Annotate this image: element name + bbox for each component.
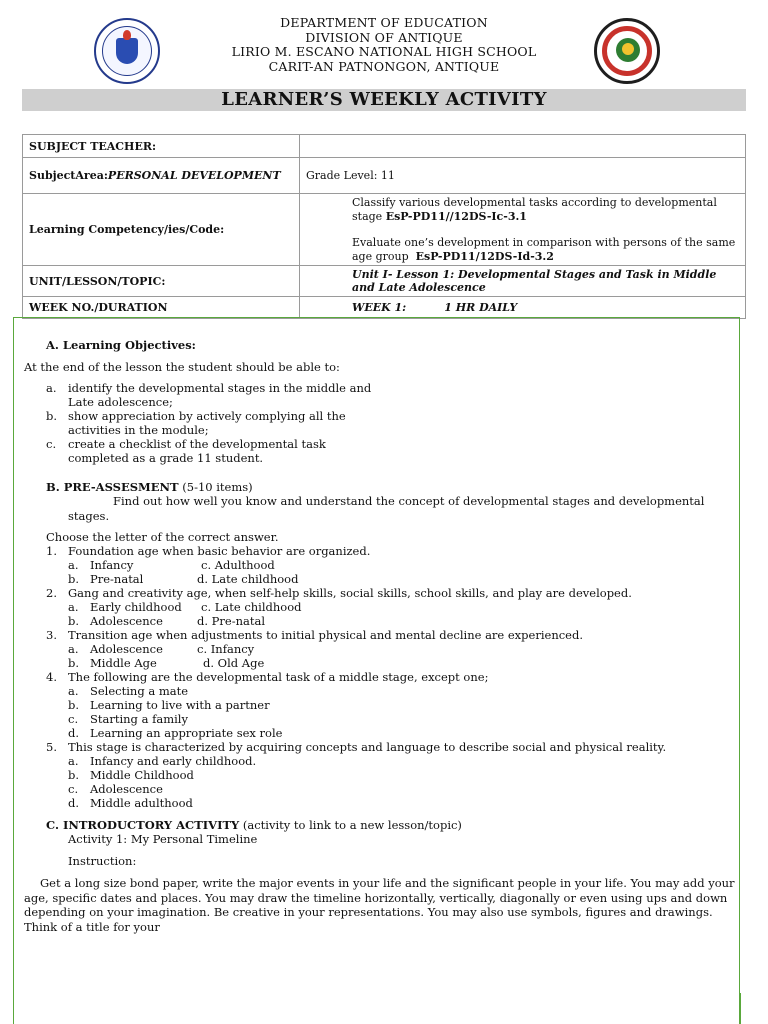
choice-text: d. Old Age (203, 656, 265, 670)
choice-letter: a. (68, 684, 79, 698)
choice-letter: d. (68, 726, 80, 740)
pre-assessment-instruction: Choose the letter of the correct answer. (46, 530, 279, 544)
question-text: Foundation age when basic behavior are organized. (68, 544, 371, 558)
table-row (23, 194, 746, 266)
question-number: 2. (46, 586, 57, 600)
week-value: WEEK 1: (352, 301, 407, 314)
subject-teacher-value (300, 135, 746, 158)
unit-label: UNIT/LESSON/TOPIC: (23, 266, 300, 297)
instruction-label: Instruction: (68, 854, 137, 868)
choice-text: Pre-natal (90, 572, 144, 586)
question-number: 3. (46, 628, 57, 642)
choice-text: Middle Age (90, 656, 157, 670)
question-number: 1. (46, 544, 57, 558)
competency-cell (300, 194, 746, 266)
choice-letter: c. (68, 782, 79, 796)
objectives-intro: At the end of the lesson the student should be able to: (24, 360, 340, 374)
objectives-heading: A. Learning Objectives: (46, 338, 196, 352)
competency-1 (352, 196, 739, 223)
objective-text: identify the developmental stages in the middle and (68, 381, 372, 395)
competency-2-text: Evaluate one’s development in comparison with persons of the same age group (352, 236, 736, 263)
choice-text: c. Late childhood (201, 600, 302, 614)
choice-letter: b. (68, 768, 80, 782)
introductory-note: (activity to link to a new lesson/topic) (239, 818, 462, 832)
objective-text: show appreciation by actively complying all the (68, 409, 346, 423)
pre-assessment-note: (5-10 items) (178, 480, 253, 494)
pre-assessment-title: B. PRE-ASSESMENT (46, 480, 179, 494)
choice-letter: a. (68, 642, 79, 656)
question-text: Transition age when adjustments to initial physical and mental decline are experienced. (68, 628, 583, 642)
choice-letter: b. (68, 656, 80, 670)
introductory-heading (46, 818, 462, 832)
unit-value: Unit I- Lesson 1: Developmental Stages and Task in Middle and Late Adolescence (300, 266, 746, 297)
choice-text: Adolescence (90, 782, 163, 796)
objective-text: create a checklist of the developmental task (68, 437, 326, 451)
school-seal-icon (594, 18, 660, 84)
pre-assessment-heading (46, 480, 253, 494)
choice-text: d. Late childhood (197, 572, 299, 586)
grade-level: Grade Level: 11 (300, 158, 746, 194)
choice-text: Adolescence (90, 614, 163, 628)
choice-text: Early childhood (90, 600, 182, 614)
choice-letter: a. (68, 600, 79, 614)
info-table (22, 134, 746, 319)
objective-letter: c. (46, 437, 57, 451)
activity-title: Activity 1: My Personal Timeline (68, 832, 258, 846)
choice-text: Middle Childhood (90, 768, 194, 782)
competency-1-code: EsP-PD11//12DS-Ic-3.1 (385, 209, 527, 223)
choice-letter: c. (68, 712, 79, 726)
subject-teacher-label: SUBJECT TEACHER: (23, 135, 300, 158)
week-label: WEEK NO./DURATION (23, 297, 300, 319)
instruction-body: Get a long size bond paper, write the major events in your life and the significant people in your life. You may add your age, specific dates and places. You may draw the timeline horizontally, vertically, diagonally or even using ups and down depending on your imagination. Be creative in your representations. You may also use symbols, figures and drawings. Think of a title for your (24, 876, 735, 934)
choice-text: Learning to live with a partner (90, 698, 270, 712)
choice-letter: b. (68, 614, 80, 628)
page-title: LEARNER’S WEEKLY ACTIVITY (22, 89, 746, 111)
week-cell (300, 297, 746, 319)
table-row (23, 158, 746, 194)
header-address: CARIT-AN PATNONGON, ANTIQUE (268, 58, 500, 74)
question-number: 4. (46, 670, 57, 684)
question-text: The following are the developmental task of a middle stage, except one; (68, 670, 489, 684)
choice-text: Learning an appropriate sex role (90, 726, 283, 740)
table-row (23, 135, 746, 158)
question-text: Gang and creativity age, when self-help skills, social skills, school skills, and play are developed. (68, 586, 632, 600)
subject-area-value: PERSONAL DEVELOPMENT (107, 169, 281, 182)
introductory-title: C. INTRODUCTORY ACTIVITY (46, 818, 240, 832)
choice-text: c. Infancy (197, 642, 255, 656)
choice-letter: b. (68, 572, 80, 586)
objective-letter: b. (46, 409, 58, 423)
duration-value: 1 HR DAILY (444, 301, 518, 314)
subject-area-label: SubjectArea: (29, 169, 108, 182)
competency-2-code: EsP-PD11/12DS-Id-3.2 (415, 249, 554, 263)
choice-text: Selecting a mate (90, 684, 189, 698)
question-number: 5. (46, 740, 57, 754)
competency-1-text: Classify various developmental tasks according to developmental stage (352, 196, 717, 223)
document-header (0, 14, 768, 84)
competency-2 (352, 236, 739, 263)
choice-letter: b. (68, 698, 80, 712)
objective-text: activities in the module; (68, 423, 209, 437)
choice-text: Adolescence (90, 642, 163, 656)
competency-label: Learning Competency/ies/Code: (23, 194, 300, 266)
border-segment (739, 993, 741, 1024)
pre-assessment-intro: Find out how well you know and understand the concept of developmental stages and developmental stages. (68, 494, 705, 523)
table-row (23, 266, 746, 297)
header-division: DIVISION OF ANTIQUE (305, 29, 463, 45)
choice-text: Middle adulthood (90, 796, 193, 810)
choice-text: c. Adulthood (201, 558, 275, 572)
objective-text: Late adolescence; (68, 395, 173, 409)
choice-letter: a. (68, 754, 79, 768)
objective-letter: a. (46, 381, 57, 395)
choice-text: Starting a family (90, 712, 188, 726)
choice-text: d. Pre-natal (197, 614, 266, 628)
subject-area-cell (23, 158, 300, 194)
choice-letter: d. (68, 796, 80, 810)
choice-letter: a. (68, 558, 79, 572)
question-text: This stage is characterized by acquiring concepts and language to describe social and physical reality. (68, 740, 667, 754)
choice-text: Infancy and early childhood. (90, 754, 257, 768)
choice-text: Infancy (90, 558, 134, 572)
header-school: LIRIO M. ESCANO NATIONAL HIGH SCHOOL (231, 44, 537, 59)
header-department: DEPARTMENT OF EDUCATION (280, 15, 488, 30)
table-row (23, 297, 746, 319)
objective-text: completed as a grade 11 student. (68, 451, 264, 465)
